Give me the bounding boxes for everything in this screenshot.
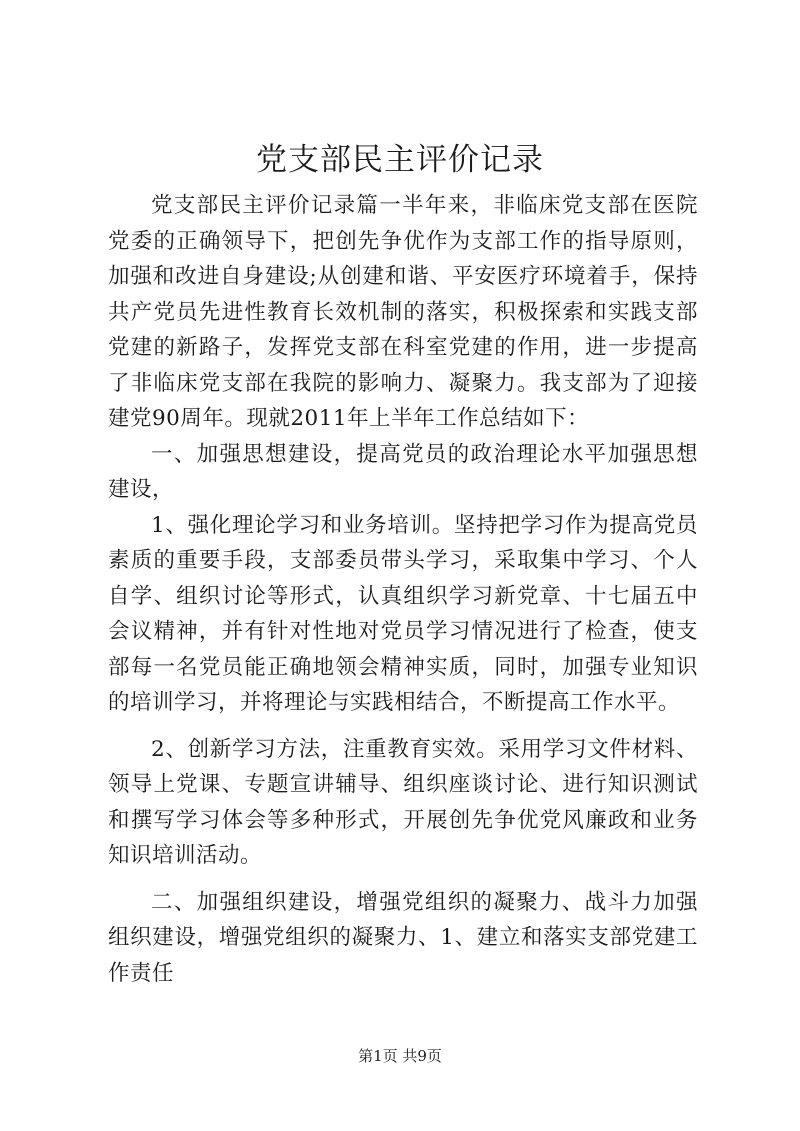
paragraph-item-2: 2、创新学习方法，注重教育实效。采用学习文件材料、领导上党课、专题宣讲辅导、组织座谈讨论、进行知识测试和撰写学习体会等多种形式，开展创先争优党风廉政和业务知识培训活动。 (108, 736, 698, 868)
document-title: 党支部民主评价记录 (256, 142, 544, 178)
paragraph-section-1-heading: 一、加强思想建设，提高党员的政治理论水平加强思想建设， (108, 441, 698, 502)
paragraph-item-1: 1、强化理论学习和业务培训。坚持把学习作为提高党员素质的重要手段，支部委员带头学习，采取集中学习、个人自学、组织讨论等形式，认真组织学习新党章、十七届五中会议精神，并有针对性地对党员学习情况进行了检查，使支部每一名党员能正确地领会精神实质，同时，加强专业知识的培训学习，并将理论与实践相结合，不断提高工作水平。 (108, 512, 698, 715)
paragraph-intro: 党支部民主评价记录篇一半年来，非临床党支部在医院党委的正确领导下，把创先争优作为支部工作的指导原则，加强和改进自身建设;从创建和谐、平安医疗环境着手，保持共产党员先进性教育长效机制的落实，积极探索和实践支部党建的新路子，发挥党支部在科室党建的作用，进一步提高了非临床党支部在我院的影响力、凝聚力。我支部为了迎接建党90周年。现就2011年上半年工作总结如下： (108, 193, 698, 431)
document-body (108, 188, 698, 991)
paragraph-section-2-heading: 二、加强组织建设，增强党组织的凝聚力、战斗力加强组织建设，增强党组织的凝聚力、1、建立和落实支部党建工作责任 (108, 889, 698, 986)
page-footer: 第1页 共9页 (358, 1047, 442, 1065)
